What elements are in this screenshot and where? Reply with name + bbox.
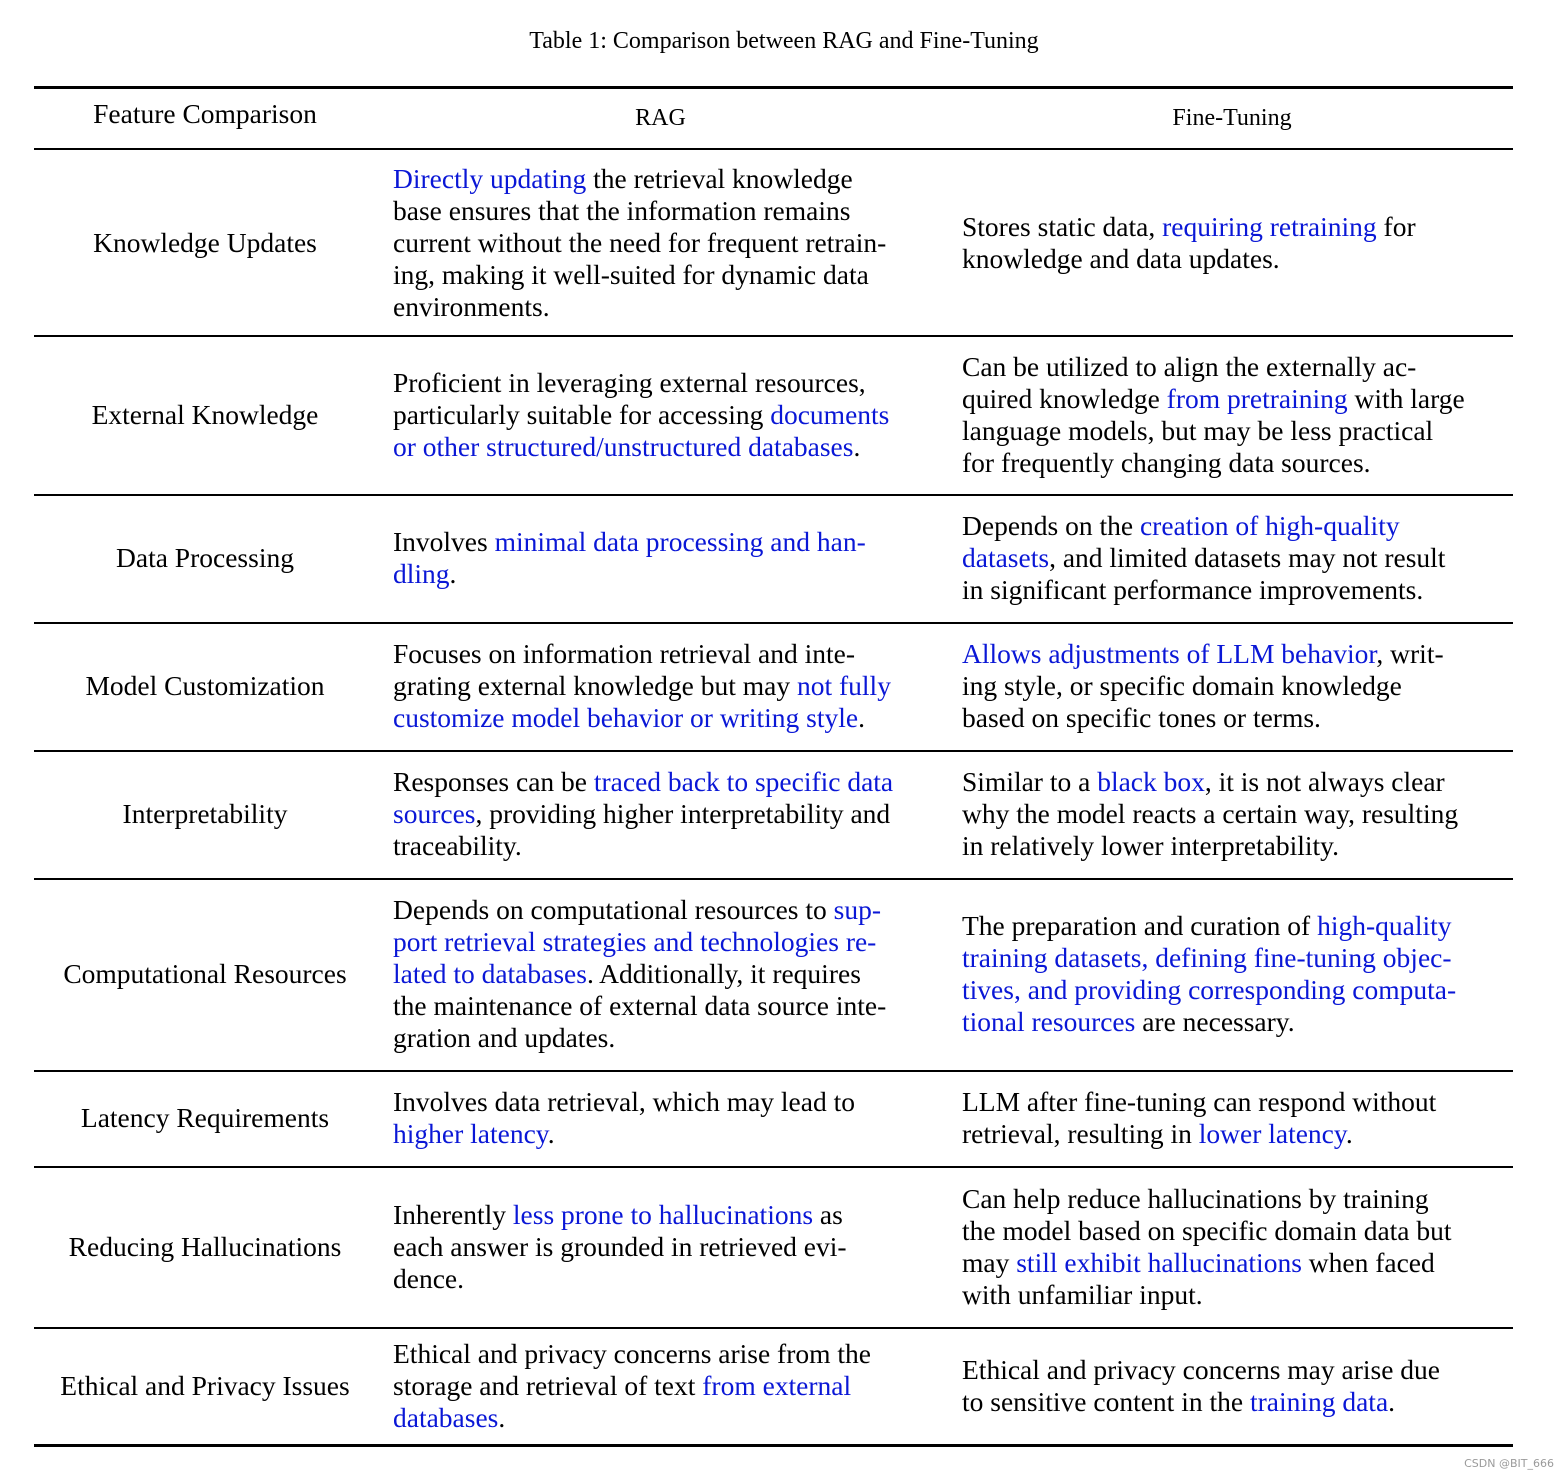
text-segment: . [449, 558, 457, 589]
text-segment: . [853, 431, 861, 462]
highlighted-text: tional resources [962, 1006, 1136, 1037]
text-line [393, 1086, 928, 1118]
text-line [393, 1118, 928, 1150]
text-segment: may [962, 1247, 1017, 1278]
highlighted-text: from pretraining [1166, 383, 1348, 414]
row-fine-tuning-cell [962, 351, 1502, 479]
text-segment: . Additionally, it requires [586, 958, 861, 989]
text-segment: to sensitive content in the [962, 1386, 1250, 1417]
text-segment: Ethical and privacy concerns may arise due [962, 1354, 1440, 1385]
text-line [393, 1402, 928, 1434]
highlighted-text: tives, and providing corresponding computa- [962, 974, 1457, 1005]
row-fine-tuning-cell [962, 1354, 1502, 1418]
text-segment: are necessary. [1135, 1006, 1295, 1037]
text-line [393, 766, 928, 798]
text-segment: ing, making it well-suited for dynamic data [393, 259, 869, 290]
text-line [962, 1006, 1502, 1038]
text-segment: grating external knowledge but may [393, 670, 797, 701]
text-line [393, 670, 928, 702]
text-segment: . [498, 1402, 506, 1433]
text-line [393, 1338, 928, 1370]
text-line [962, 974, 1502, 1006]
text-segment: with unfamiliar input. [962, 1279, 1203, 1310]
text-segment: traceability. [393, 830, 522, 861]
highlighted-text: Directly updating [393, 163, 587, 194]
text-line [393, 291, 928, 323]
highlighted-text: sup- [833, 894, 882, 925]
row-rag-cell [393, 1086, 928, 1150]
text-segment: environments. [393, 291, 550, 322]
highlighted-text: requiring retraining [1162, 211, 1377, 242]
text-line [393, 227, 928, 259]
text-line [962, 1386, 1502, 1418]
text-segment: Responses can be [393, 766, 594, 797]
header-rag: RAG [635, 105, 686, 131]
row-divider [34, 622, 1513, 624]
text-line [962, 1086, 1502, 1118]
text-line [962, 1215, 1502, 1247]
text-line [393, 958, 928, 990]
text-segment: Ethical and privacy concerns arise from the [393, 1338, 871, 1369]
row-rag-cell [393, 367, 928, 463]
row-feature-label: Computational Resources [63, 958, 347, 989]
highlighted-text: not fully [796, 670, 891, 701]
row-divider [34, 1327, 1513, 1329]
text-segment: dence. [393, 1263, 464, 1294]
row-divider [34, 494, 1513, 496]
text-line [962, 942, 1502, 974]
row-feature-label: Reducing Hallucinations [68, 1231, 342, 1262]
text-segment: the retrieval knowledge [586, 163, 853, 194]
text-segment: in relatively lower interpretability. [962, 830, 1339, 861]
text-line [962, 830, 1502, 862]
text-segment: gration and updates. [393, 1022, 616, 1053]
text-line [393, 1022, 928, 1054]
bottom-rule [34, 1444, 1513, 1447]
highlighted-text: lated to databases [393, 958, 587, 989]
text-segment: . [1345, 1118, 1353, 1149]
highlighted-text: Allows adjustments of LLM behavior [962, 638, 1377, 669]
text-segment: for frequently changing data sources. [962, 447, 1371, 478]
text-segment: , and limited datasets may not result [1049, 542, 1446, 573]
header-rule [34, 148, 1513, 150]
text-line [962, 211, 1502, 243]
text-segment: language models, but may be less practical [962, 415, 1434, 446]
text-line [962, 702, 1502, 734]
text-segment: , providing higher interpretability and [475, 798, 891, 829]
highlighted-text: from external [702, 1370, 852, 1401]
text-line [393, 926, 928, 958]
text-line [962, 766, 1502, 798]
text-segment: Depends on computational resources to [393, 894, 834, 925]
row-fine-tuning-cell [962, 766, 1502, 862]
header-feature: Feature Comparison [93, 98, 317, 129]
text-segment: each answer is grounded in retrieved evi- [393, 1231, 847, 1262]
row-divider [34, 335, 1513, 337]
highlighted-text: lower latency [1198, 1118, 1346, 1149]
text-segment: Stores static data, [962, 211, 1163, 242]
text-segment: in significant performance improvements. [962, 574, 1424, 605]
text-segment: storage and retrieval of text [393, 1370, 703, 1401]
header-fine-tuning: Fine-Tuning [1172, 105, 1292, 131]
text-line [393, 798, 928, 830]
highlighted-text: documents [770, 399, 890, 430]
text-line [962, 1279, 1502, 1311]
text-segment: , writ- [1376, 638, 1444, 669]
text-line [962, 510, 1502, 542]
highlighted-text: or other structured/unstructured databases [393, 431, 854, 462]
text-segment: Involves [393, 526, 495, 557]
text-segment: . [547, 1118, 555, 1149]
text-segment: The preparation and curation of [962, 910, 1318, 941]
text-segment: Inherently [393, 1199, 513, 1230]
row-divider [34, 1070, 1513, 1072]
highlighted-text: port retrieval strategies and technologies re- [393, 926, 877, 957]
text-line [962, 243, 1502, 275]
text-line [962, 1118, 1502, 1150]
text-segment: knowledge and data updates. [962, 243, 1280, 274]
row-divider [34, 750, 1513, 752]
text-line [393, 163, 928, 195]
row-feature-label: Knowledge Updates [93, 227, 317, 258]
text-segment: retrieval, resulting in [962, 1118, 1199, 1149]
row-rag-cell [393, 638, 928, 734]
row-feature-label: Ethical and Privacy Issues [60, 1370, 350, 1401]
text-line [962, 1354, 1502, 1386]
highlighted-text: higher latency [393, 1118, 548, 1149]
text-line [962, 638, 1502, 670]
text-segment: Involves data retrieval, which may lead to [393, 1086, 855, 1117]
highlighted-text: high-quality [1317, 910, 1452, 941]
row-feature-label: Latency Requirements [80, 1102, 330, 1133]
text-line [393, 702, 928, 734]
text-line [962, 542, 1502, 574]
text-line [393, 558, 928, 590]
text-line [393, 399, 928, 431]
text-line [393, 1263, 928, 1295]
row-feature-label: Data Processing [116, 542, 294, 573]
row-rag-cell [393, 163, 928, 323]
row-fine-tuning-cell [962, 910, 1502, 1038]
text-line [962, 1183, 1502, 1215]
row-fine-tuning-cell [962, 1183, 1502, 1311]
text-line [393, 990, 928, 1022]
row-fine-tuning-cell [962, 638, 1502, 734]
text-line [393, 526, 928, 558]
text-line [393, 367, 928, 399]
text-line [962, 351, 1502, 383]
table-caption: Table 1: Comparison between RAG and Fine-Tuning [529, 28, 1039, 54]
row-rag-cell [393, 1199, 928, 1295]
text-line [393, 638, 928, 670]
row-feature-label: External Knowledge [91, 399, 319, 430]
text-segment: Can be utilized to align the externally ac- [962, 351, 1417, 382]
text-segment: Can help reduce hallucinations by training [962, 1183, 1429, 1214]
highlighted-text: still exhibit hallucinations [1016, 1247, 1302, 1278]
text-segment: LLM after fine-tuning can respond without [962, 1086, 1437, 1117]
top-rule [34, 86, 1513, 89]
text-segment: base ensures that the information remains [393, 195, 851, 226]
text-segment: with large [1347, 383, 1465, 414]
row-rag-cell [393, 526, 928, 590]
text-segment: particularly suitable for accessing [393, 399, 771, 430]
row-rag-cell [393, 1338, 928, 1434]
row-fine-tuning-cell [962, 1086, 1502, 1150]
highlighted-text: creation of high-quality [1139, 510, 1400, 541]
text-line [962, 447, 1502, 479]
text-line [393, 1370, 928, 1402]
text-segment: ing style, or specific domain knowledge [962, 670, 1402, 701]
highlighted-text: minimal data processing and han- [494, 526, 866, 557]
text-line [962, 1247, 1502, 1279]
text-segment: based on specific tones or terms. [962, 702, 1321, 733]
highlighted-text: traced back to specific data [593, 766, 894, 797]
text-line [393, 431, 928, 463]
highlighted-text: sources [393, 798, 476, 829]
text-line [962, 670, 1502, 702]
row-rag-cell [393, 894, 928, 1054]
row-divider [34, 878, 1513, 880]
text-segment: for [1376, 211, 1416, 242]
highlighted-text: less prone to hallucinations [512, 1199, 814, 1230]
text-segment: , it is not always clear [1204, 766, 1445, 797]
text-line [962, 383, 1502, 415]
text-line [393, 1231, 928, 1263]
text-line [393, 830, 928, 862]
text-line [962, 415, 1502, 447]
text-segment: as [813, 1199, 843, 1230]
text-line [962, 798, 1502, 830]
text-segment: quired knowledge [962, 383, 1167, 414]
text-segment: . [1388, 1386, 1396, 1417]
text-segment: Depends on the [962, 510, 1140, 541]
text-segment: Proficient in leveraging external resources, [393, 367, 866, 398]
text-segment: Similar to a [962, 766, 1098, 797]
row-feature-label: Interpretability [122, 798, 288, 829]
highlighted-text: training datasets, defining fine-tuning objec- [962, 942, 1452, 973]
watermark: CSDN @BIT_666 [1464, 1457, 1554, 1470]
text-line [962, 574, 1502, 606]
row-feature-label: Model Customization [85, 670, 325, 701]
row-divider [34, 1166, 1513, 1168]
text-line [393, 195, 928, 227]
text-line [393, 259, 928, 291]
text-segment: . [858, 702, 865, 733]
text-segment: when faced [1301, 1247, 1435, 1278]
text-line [962, 910, 1502, 942]
row-fine-tuning-cell [962, 211, 1502, 275]
row-rag-cell [393, 766, 928, 862]
text-segment: Focuses on information retrieval and inte- [393, 638, 856, 669]
highlighted-text: datasets [962, 542, 1050, 573]
text-segment: the model based on specific domain data but [962, 1215, 1452, 1246]
text-segment: current without the need for frequent retrain- [393, 227, 887, 258]
highlighted-text: databases [393, 1402, 499, 1433]
text-segment: why the model reacts a certain way, resulting [962, 798, 1459, 829]
highlighted-text: customize model behavior or writing style [393, 702, 859, 733]
highlighted-text: black box [1097, 766, 1205, 797]
highlighted-text: dling [393, 558, 450, 589]
text-line [393, 1199, 928, 1231]
row-fine-tuning-cell [962, 510, 1502, 606]
text-line [393, 894, 928, 926]
text-segment: the maintenance of external data source inte- [393, 990, 887, 1021]
highlighted-text: training data [1249, 1386, 1389, 1417]
